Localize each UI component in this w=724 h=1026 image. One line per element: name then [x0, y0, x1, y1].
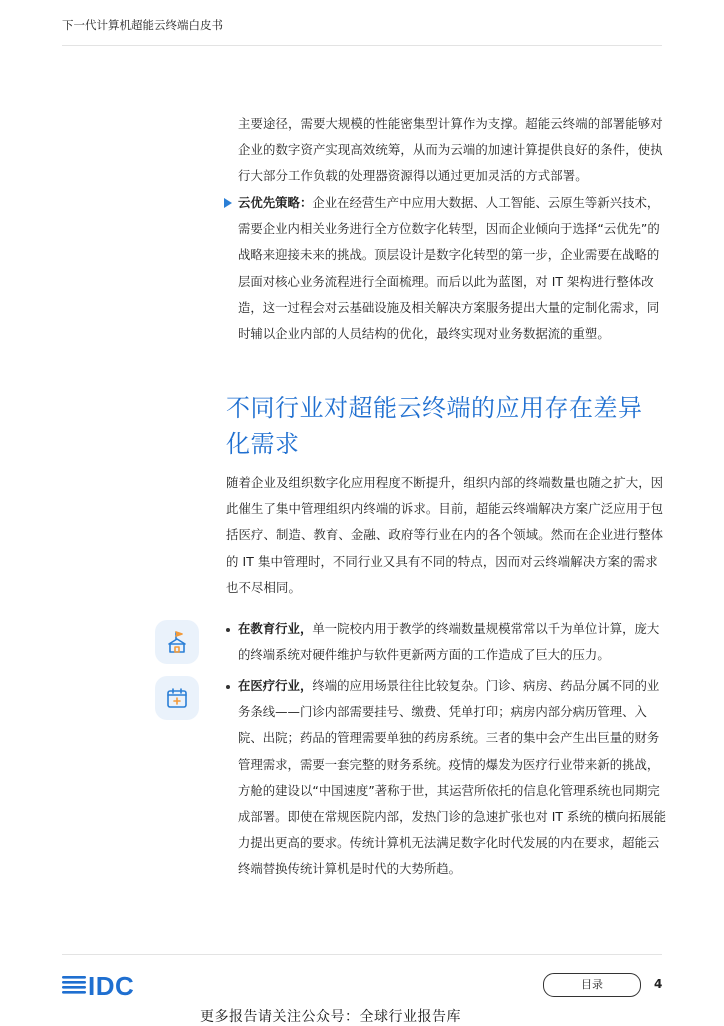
- idc-logo: [62, 968, 154, 1000]
- cloud-first-text: 企业在经营生产中应用大数据、人工智能、云原生等新兴技术，需要企业内相关业务进行全方位数字化转型，因而企业倾向于选择“云优先”的战略来迎接未来的挑战。顶层设计是数字化转型的第一步，企业需要在战略的层面对核心业务流程进行全面梳理。而后以此为蓝图，对 IT 架构进行整体改造，这一过程会对云基础设施及相关解决方案服务提出大量的定制化需求，同时辅以企业内部的人员结构的优化，最终实现对业务数据流的重塑。: [238, 195, 660, 342]
- industry-text: 终端的应用场景往往比较复杂。门诊、病房、药品分属不同的业务条线——门诊内部需要挂号、缴费、凭单打印；病房内部分病历管理、入院、出院；药品的管理需要单独的药房系统。三者的集中会产生出巨量的财务管理需求，需要一套完整的财务系统。疫情的爆发为医疗行业带来新的挑战，方舱的建设以“中国速度”著称于世，其运营所依托的信息化管理系统也同期完成部署。即使在常规医院内部，发热门诊的急速扩张也对 IT 系统的横向拓展能力提出更高的要求。传统计算机无法满足数字化时代发展的内在要求，超能云终端替换传统计算机是时代的大势所趋。: [238, 678, 666, 877]
- section-heading: 不同行业对超能云终端的应用存在差异化需求: [226, 394, 643, 458]
- industry-label: 在教育行业，: [238, 621, 313, 636]
- running-header: 下一代计算机超能云终端白皮书: [62, 18, 223, 32]
- promo-text: 更多报告请关注公众号：全球行业报告库: [200, 1009, 461, 1025]
- toc-button[interactable]: 目录: [543, 973, 641, 997]
- footer-divider: [62, 954, 662, 955]
- header-divider: [62, 45, 662, 46]
- intro-paragraph: 主要途径，需要大规模的性能密集型计算作为支撑。超能云终端的部署能够对企业的数字资产实现高效统筹，从而为云端的加速计算提供良好的条件，使执行大部分工作负载的处理器资源得以通过更加灵活的方式部署。: [238, 116, 663, 184]
- triangle-bullet-icon: [224, 198, 232, 208]
- industry-text: 单一院校内用于教学的终端数量规模常常以千为单位计算，庞大的终端系统对硬件维护与软件更新两方面的工作造成了巨大的压力。: [238, 621, 660, 663]
- bullet-dot: [226, 685, 230, 689]
- industry-label: 在医疗行业，: [238, 678, 313, 693]
- industry-item-education: [238, 616, 668, 668]
- industry-item-medical: [238, 673, 668, 883]
- logo-text: IDC: [88, 971, 135, 1000]
- section-paragraph: 随着企业及组织数字化应用程度不断提升，组织内部的终端数量也随之扩大，因此催生了集中管理组织内终端的诉求。目前，超能云终端解决方案广泛应用于包括医疗、制造、教育、金融、政府等行业在内的各个领域。然而在企业进行整体的 IT 集中管理时，不同行业又具有不同的特点，因而对云终端解决方案的需求也不尽相同。: [226, 475, 664, 595]
- page-number: 4: [654, 977, 663, 991]
- cloud-first-label: 云优先策略：: [238, 195, 313, 210]
- cloud-first-bullet: [238, 190, 668, 347]
- medical-calendar-icon: [155, 676, 199, 720]
- bullet-dot: [226, 628, 230, 632]
- school-icon: [155, 620, 199, 664]
